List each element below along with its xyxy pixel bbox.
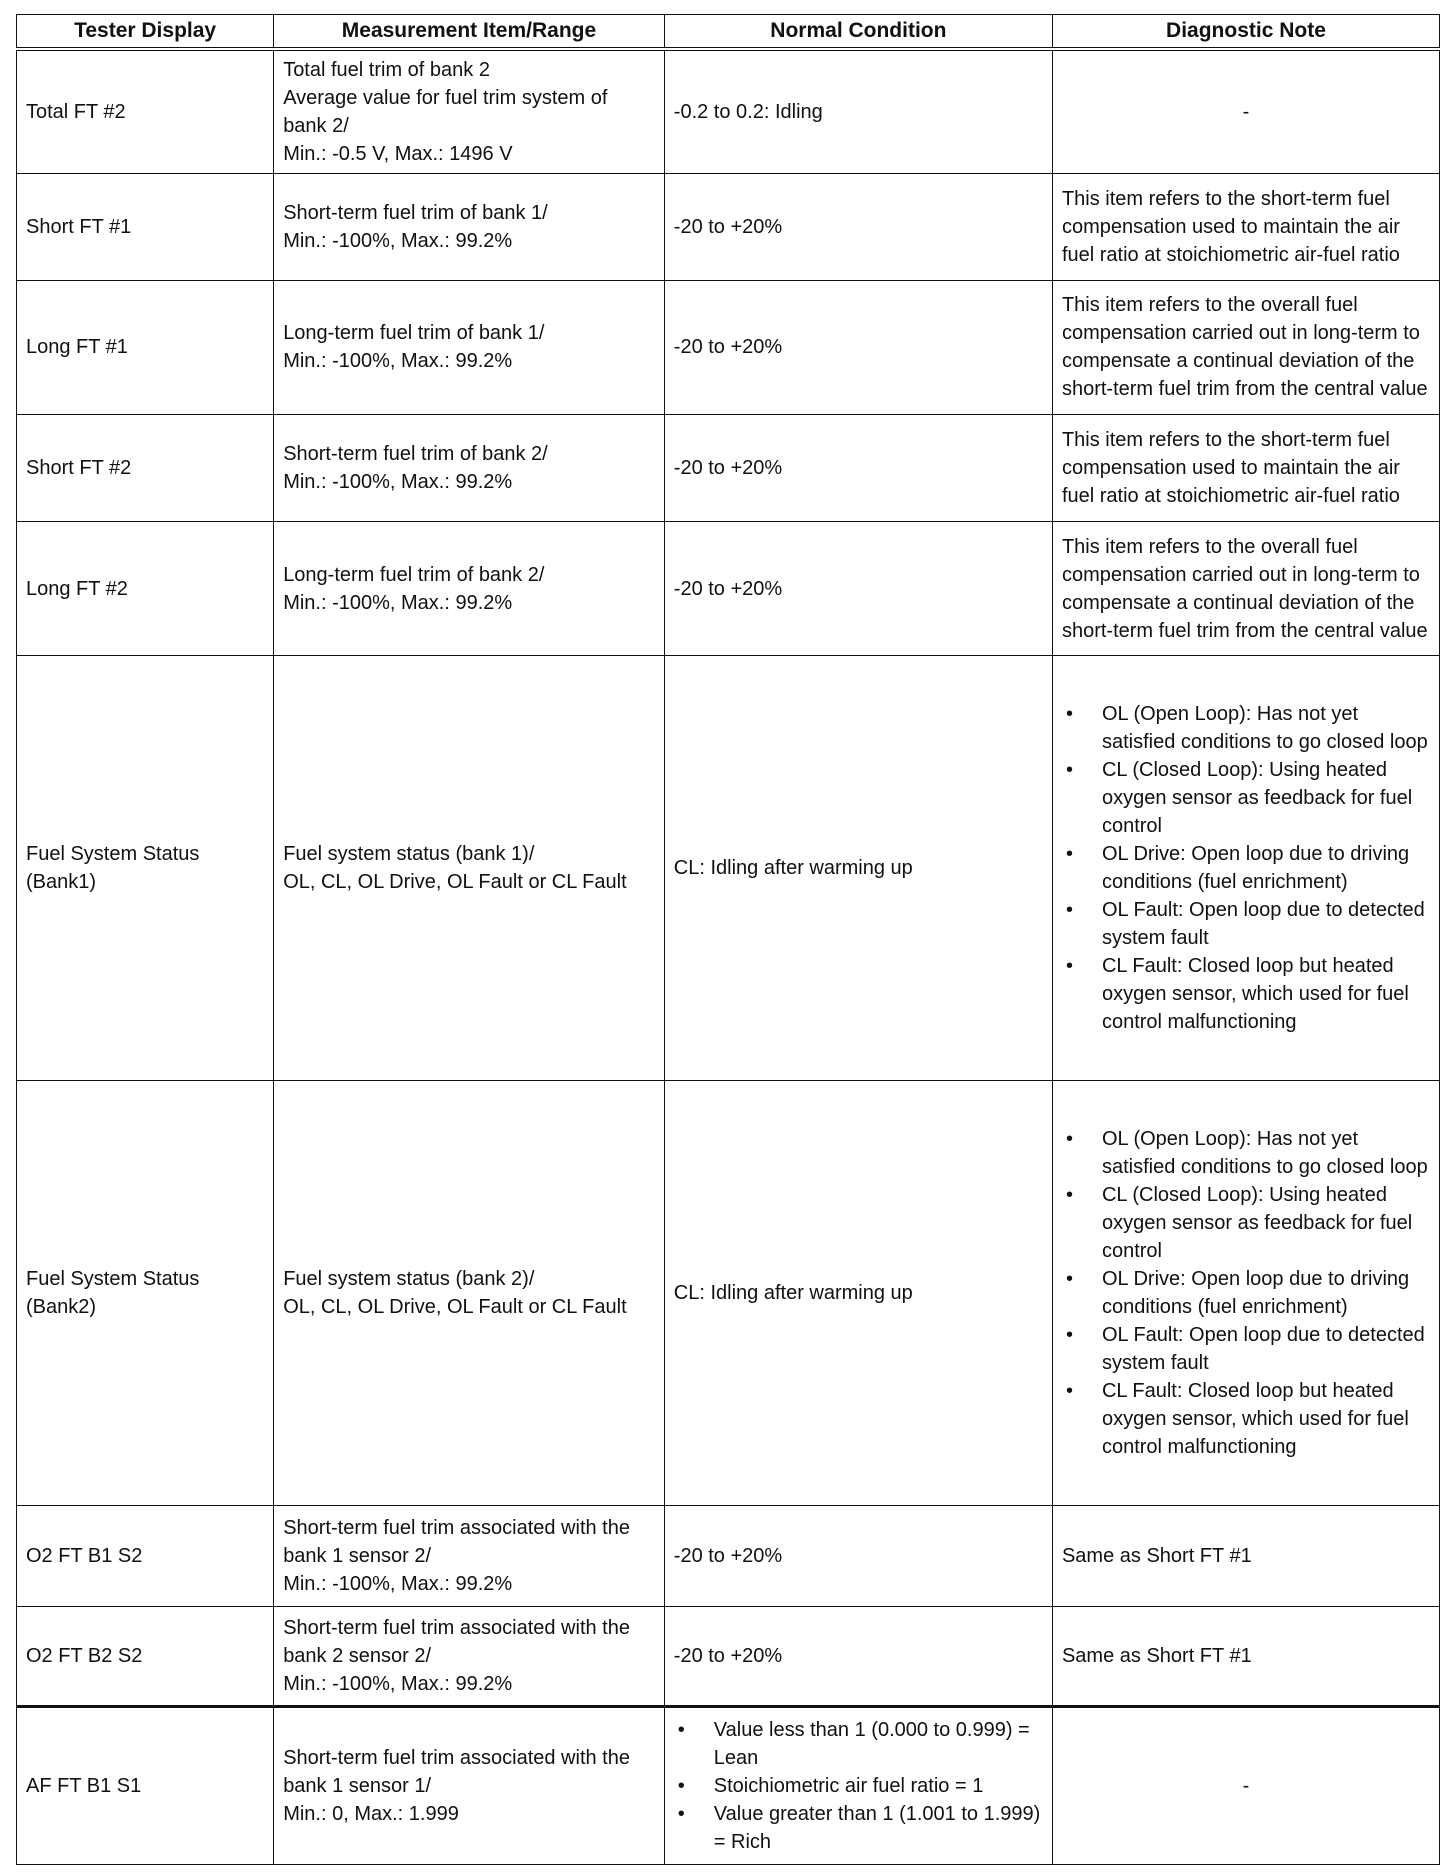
table-row (17, 655, 1440, 1080)
tester-display-cell: Long FT #2 (17, 522, 274, 655)
tester-display-cell: Fuel System Status (Bank2) (17, 1081, 274, 1506)
normal-condition-cell: -20 to +20% (664, 1506, 1052, 1607)
table-row (17, 1707, 1440, 1865)
table-row (17, 414, 1440, 522)
measurement-item-cell (274, 1506, 665, 1607)
header-normal-condition: Normal Condition (664, 15, 1052, 49)
item-line: Long-term fuel trim of bank 2/ (283, 563, 545, 586)
measurement-item-cell (274, 1707, 665, 1865)
tester-display-cell: Long FT #1 (17, 281, 274, 414)
list-item: • OL Fault: Open loop due to detected system fault (1062, 1321, 1430, 1377)
table-row (17, 522, 1440, 655)
diagnostic-data-table (16, 14, 1440, 1865)
item-line: Short-term fuel trim associated with the bank 2 sensor 2/ (283, 1617, 630, 1668)
list-item: • OL (Open Loop): Has not yet satisfied conditions to go closed loop (1062, 700, 1430, 756)
tester-display-cell: Fuel System Status (Bank1) (17, 655, 274, 1080)
diagnostic-note-cell: Same as Short FT #1 (1052, 1506, 1439, 1607)
item-line: Total fuel trim of bank 2 (283, 58, 490, 81)
item-line: Short-term fuel trim of bank 1/ (283, 202, 548, 225)
item-line: Min.: -100%, Max.: 99.2% (283, 1673, 513, 1696)
list-item: • CL Fault: Closed loop but heated oxygen sensor, which used for fuel control malfunctioning (1062, 1377, 1430, 1461)
table-row (17, 281, 1440, 414)
normal-condition-cell: -20 to +20% (664, 522, 1052, 655)
measurement-item-cell (274, 1081, 665, 1506)
normal-condition-cell (664, 1707, 1052, 1865)
item-line: Short-term fuel trim of bank 2/ (283, 442, 548, 465)
header-tester-display: Tester Display (17, 15, 274, 49)
item-line: Min.: -100%, Max.: 99.2% (283, 350, 513, 373)
item-line: Min.: 0, Max.: 1.999 (283, 1803, 459, 1826)
item-line: Average value for fuel trim system of bank 2/ (283, 86, 608, 137)
ratio-bullet-list (674, 1716, 1043, 1856)
tester-display-cell: Total FT #2 (17, 49, 274, 174)
diagnostic-note-cell: - (1052, 1707, 1439, 1865)
table-row (17, 1506, 1440, 1607)
list-item: • OL (Open Loop): Has not yet satisfied conditions to go closed loop (1062, 1125, 1430, 1181)
normal-condition-cell: CL: Idling after warming up (664, 1081, 1052, 1506)
measurement-item-cell (274, 174, 665, 281)
table-row (17, 1081, 1440, 1506)
tester-display-cell: Short FT #2 (17, 414, 274, 522)
item-line: Short-term fuel trim associated with the bank 1 sensor 1/ (283, 1747, 630, 1798)
list-item: • Stoichiometric air fuel ratio = 1 (674, 1772, 1043, 1800)
tester-display-cell: AF FT B1 S1 (17, 1707, 274, 1865)
item-line: OL, CL, OL Drive, OL Fault or CL Fault (283, 1296, 627, 1319)
status-bullet-list (1062, 700, 1430, 1036)
diagnostic-note-cell: This item refers to the short-term fuel compensation used to maintain the air fuel ratio at stoichiometric air-fuel ratio (1052, 174, 1439, 281)
measurement-item-cell (274, 522, 665, 655)
list-item: • CL Fault: Closed loop but heated oxygen sensor, which used for fuel control malfunctioning (1062, 952, 1430, 1036)
item-line: OL, CL, OL Drive, OL Fault or CL Fault (283, 870, 627, 893)
item-line: Min.: -100%, Max.: 99.2% (283, 470, 513, 493)
list-item: • OL Fault: Open loop due to detected system fault (1062, 896, 1430, 952)
diagnostic-note-cell: Same as Short FT #1 (1052, 1606, 1439, 1707)
measurement-item-cell (274, 49, 665, 174)
table-header-row (17, 15, 1440, 49)
list-item: • Value less than 1 (0.000 to 0.999) = Lean (674, 1716, 1043, 1772)
diagnostic-note-cell: This item refers to the overall fuel compensation carried out in long-term to compensate a continual deviation of the short-term fuel trim from the central value (1052, 522, 1439, 655)
status-bullet-list (1062, 1125, 1430, 1461)
header-diagnostic-note: Diagnostic Note (1052, 15, 1439, 49)
diagnostic-note-cell: - (1052, 49, 1439, 174)
measurement-item-cell (274, 1606, 665, 1707)
item-line: Min.: -100%, Max.: 99.2% (283, 591, 513, 614)
normal-condition-cell: -20 to +20% (664, 1606, 1052, 1707)
measurement-item-cell (274, 655, 665, 1080)
item-line: Min.: -100%, Max.: 99.2% (283, 1573, 513, 1596)
header-measurement-item: Measurement Item/Range (274, 15, 665, 49)
list-item: • OL Drive: Open loop due to driving conditions (fuel enrichment) (1062, 1265, 1430, 1321)
table-row (17, 49, 1440, 174)
item-line: Long-term fuel trim of bank 1/ (283, 322, 545, 345)
item-line: Min.: -100%, Max.: 99.2% (283, 230, 513, 253)
normal-condition-cell: -20 to +20% (664, 174, 1052, 281)
item-line: Short-term fuel trim associated with the bank 1 sensor 2/ (283, 1517, 630, 1568)
normal-condition-cell: -20 to +20% (664, 281, 1052, 414)
diagnostic-note-cell (1052, 1081, 1439, 1506)
table-row (17, 174, 1440, 281)
item-line: Fuel system status (bank 2)/ (283, 1268, 535, 1291)
list-item: • OL Drive: Open loop due to driving conditions (fuel enrichment) (1062, 840, 1430, 896)
item-line: Min.: -0.5 V, Max.: 1496 V (283, 142, 513, 165)
list-item: • CL (Closed Loop): Using heated oxygen sensor as feedback for fuel control (1062, 756, 1430, 840)
item-line: Fuel system status (bank 1)/ (283, 842, 535, 865)
measurement-item-cell (274, 414, 665, 522)
measurement-item-cell (274, 281, 665, 414)
tester-display-cell: Short FT #1 (17, 174, 274, 281)
diagnostic-note-cell (1052, 655, 1439, 1080)
tester-display-cell: O2 FT B2 S2 (17, 1606, 274, 1707)
list-item: • Value greater than 1 (1.001 to 1.999) = Rich (674, 1800, 1043, 1856)
normal-condition-cell: -20 to +20% (664, 414, 1052, 522)
list-item: • CL (Closed Loop): Using heated oxygen sensor as feedback for fuel control (1062, 1181, 1430, 1265)
normal-condition-cell: CL: Idling after warming up (664, 655, 1052, 1080)
table-row (17, 1606, 1440, 1707)
tester-display-cell: O2 FT B1 S2 (17, 1506, 274, 1607)
normal-condition-cell: -0.2 to 0.2: Idling (664, 49, 1052, 174)
diagnostic-note-cell: This item refers to the short-term fuel compensation used to maintain the air fuel ratio at stoichiometric air-fuel ratio (1052, 414, 1439, 522)
diagnostic-note-cell: This item refers to the overall fuel compensation carried out in long-term to compensate a continual deviation of the short-term fuel trim from the central value (1052, 281, 1439, 414)
